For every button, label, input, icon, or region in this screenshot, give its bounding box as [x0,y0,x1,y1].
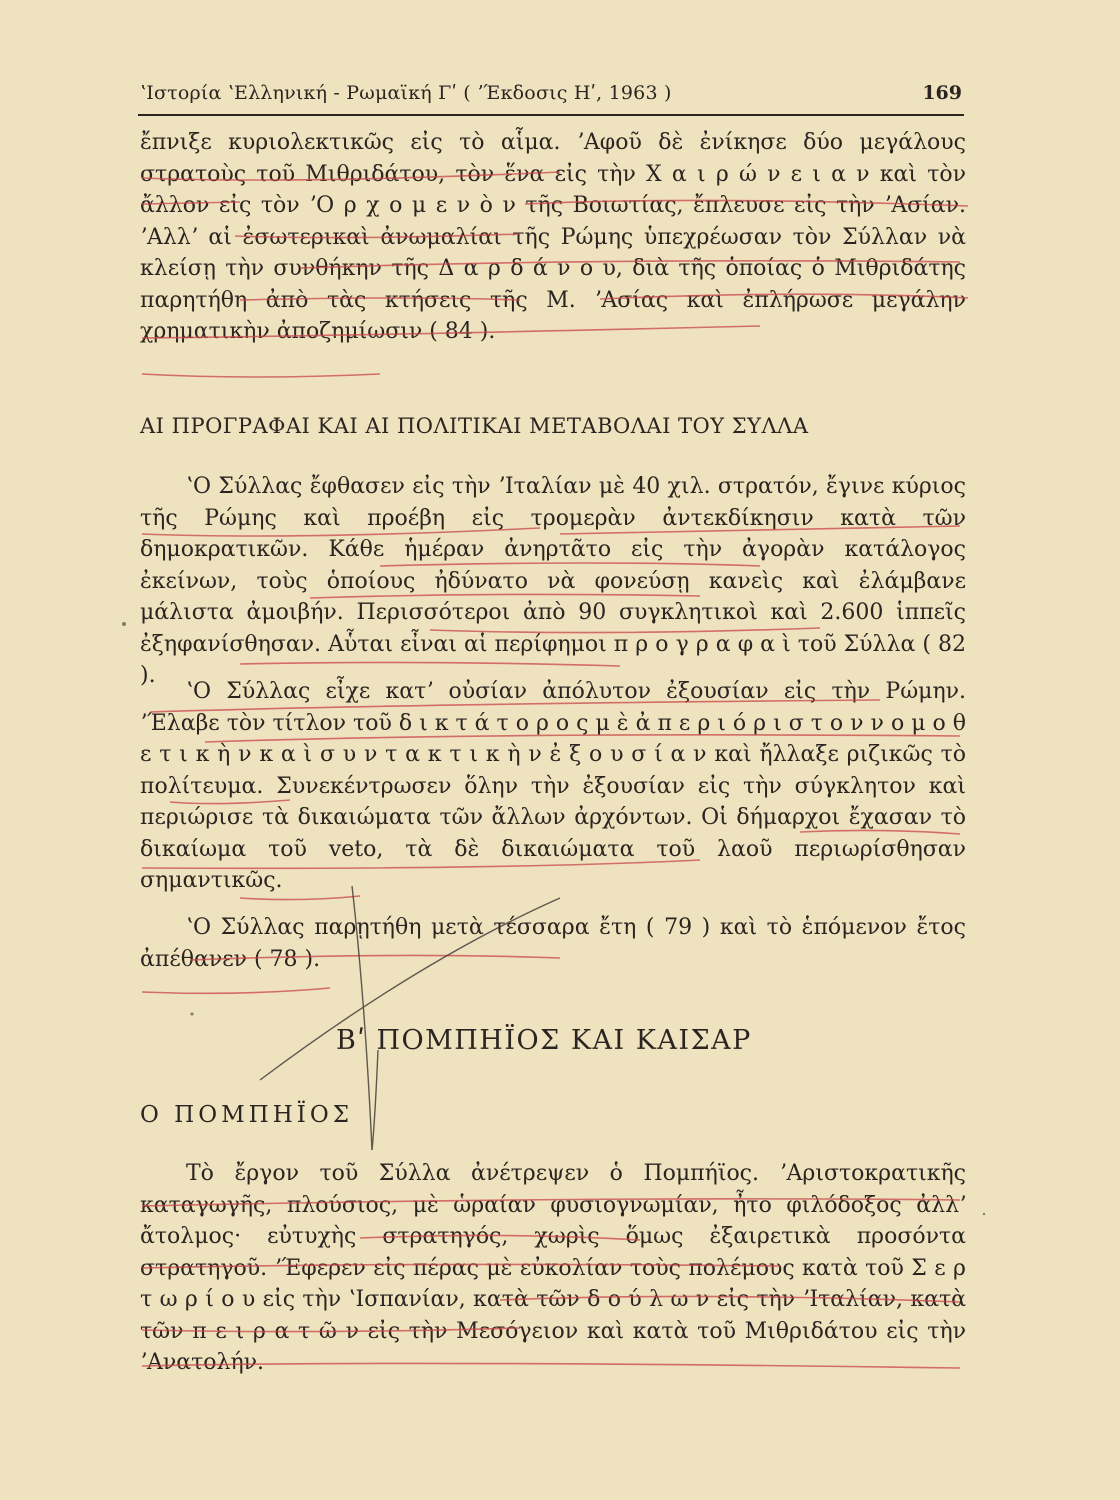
header-rule [138,114,964,116]
paragraph-mithridates: ἔπνιξε κυριολεκτικῶς εἰς τὸ αἷμα. ʼΑφοῦ δὲ ἐνίκησε δύο μεγάλους στρατοὺς τοῦ Μιθριδάτου, τὸν ἕνα εἰς τὴν Χ α ι ρ ώ ν ε ι α ν καὶ τὸν ἄλλον εἰς τὸν ʼΟ ρ χ ο μ ε ν ὸ ν τῆς Βοιωτίας, ἔπλευσε εἰς τὴν ʼΑσίαν. ʼΑλλʼ αἱ ἐσωτερικαὶ ἀνωμαλίαι τῆς Ρώμης ὑπεχρέωσαν τὸν Σύλλαν νὰ κλείσῃ τὴν συνθήκην τῆς Δ α ρ δ ά ν ο υ, διὰ τῆς ὁποίας ὁ Μιθριδάτης παρητήθη ἀπὸ τὰς κτήσεις τῆς Μ. ʼΑσίας καὶ ἐπλήρωσε μεγάλην χρηματικὴν ἀποζημίωσιν ( 84 ). [140,130,966,344]
section-heading: ΑΙ ΠΡΟΓΡΑΦΑΙ ΚΑΙ ΑΙ ΠΟΛΙΤΙΚΑΙ ΜΕΤΑΒΟΛΑΙ ΤΟΥ ΣΥΛΛΑ [140,414,809,438]
margin-dot [983,1213,985,1215]
paragraph-dictatorship: ʽΟ Σύλλας εἶχε κατʼ οὐσίαν ἀπόλυτον ἐξουσίαν εἰς τὴν Ρώμην. ʼΈλαβε τὸν τίτλον τοῦ δ ι κ τ ά τ ο ρ ο ς μ ὲ ἀ π ε ρ ι ό ρ ι σ τ ο ν ν ο μ ο θ ε τ ι κ ὴ ν κ α ὶ σ υ ν τ α κ τ ι κ ὴ ν ἐ ξ ο υ σ ί α ν καὶ ἤλλαξε ριζικῶς τὸ πολίτευμα. Συνεκέντρωσεν ὅλην τὴν ἐξουσίαν εἰς τὴν σύγκλητον καὶ περιώρισε τὰ δικαιώματα τῶν ἄλλων ἀρχόντων. Οἱ δήμαρχοι ἔχασαν τὸ δικαίωμα τοῦ veto, τὰ δὲ δικαιώματα τοῦ λαοῦ περιωρίσθησαν σημαντικῶς. [140,679,966,893]
part-heading: Βʹ ΠΟΜΠΗΪΟΣ ΚΑΙ ΚΑΙΣΑΡ [336,1025,752,1056]
margin-dot [122,622,126,626]
sub-heading: Ο ΠΟΜΠΗΪΟΣ [140,1102,353,1128]
paragraph-pompey: Τὸ ἔργον τοῦ Σύλλα ἀνέτρεψεν ὁ Πομπήϊος. ʼΑριστοκρατικῆς καταγωγῆς, πλούσιος, μὲ ὡραίαν φυσιογνωμίαν, ἦτο φιλόδοξος ἀλλʼ ἄτολμος· εὐτυχὴς στρατηγός, χωρὶς ὅμως ἐξαιρετικὰ προσόντα στρατηγοῦ. ʼΈφερεν εἰς πέρας μὲ εὐκολίαν τοὺς πολέμους κατὰ τοῦ Σ ε ρ τ ω ρ ί ο υ εἰς τὴν ʽΙσπανίαν, κατὰ τῶν δ ο ύ λ ω ν εἰς τὴν ʼΙταλίαν, κατὰ τῶν π ε ι ρ α τ ῶ ν εἰς τὴν Μεσόγειον καὶ κατὰ τοῦ Μιθριδάτου εἰς τὴν ʼΑνατολήν. [140,1161,966,1375]
underline-mark [142,374,380,377]
margin-dot [191,1013,194,1016]
header-title: ʽΙστορία ʽΕλληνική - Ρωμαϊκή Γʹ ( ʼΈκδοσις Ηʹ, 1963 ) [140,82,672,104]
underline-mark [142,988,330,993]
running-header [140,80,962,110]
pencil-line [372,1050,378,1150]
underline-mark [240,896,360,900]
paragraph-proscriptions: ʽΟ Σύλλας ἔφθασεν εἰς τὴν ʼΙταλίαν μὲ 40 χιλ. στρατόν, ἔγινε κύριος τῆς Ρώμης καὶ προέβη εἰς τρομερὰν ἀντεκδίκησιν κατὰ τῶν δημοκρατικῶν. Κάθε ἡμέραν ἀνηρτᾶτο εἰς τὴν ἀγορὰν κατάλογος ἐκείνων, τοὺς ὁποίους ἠδύνατο νὰ φονεύσῃ κανεὶς καὶ ἐλάμβανε μάλιστα ἀμοιβήν. Περισσότεροι ἀπὸ 90 συγκλητικοὶ καὶ 2.600 ἱππεῖς ἐξηφανίσθησαν. Αὗται εἶναι αἱ περίφημοι π ρ ο γ ρ α φ α ὶ τοῦ Σύλλα ( 82 ). [140,474,966,688]
paragraph-abdication: ʽΟ Σύλλας παρῃτήθη μετὰ τέσσαρα ἔτη ( 79 ) καὶ τὸ ἑπόμενον ἔτος ἀπέθανεν ( 78 ). [140,915,966,972]
page-number: 169 [922,82,962,104]
